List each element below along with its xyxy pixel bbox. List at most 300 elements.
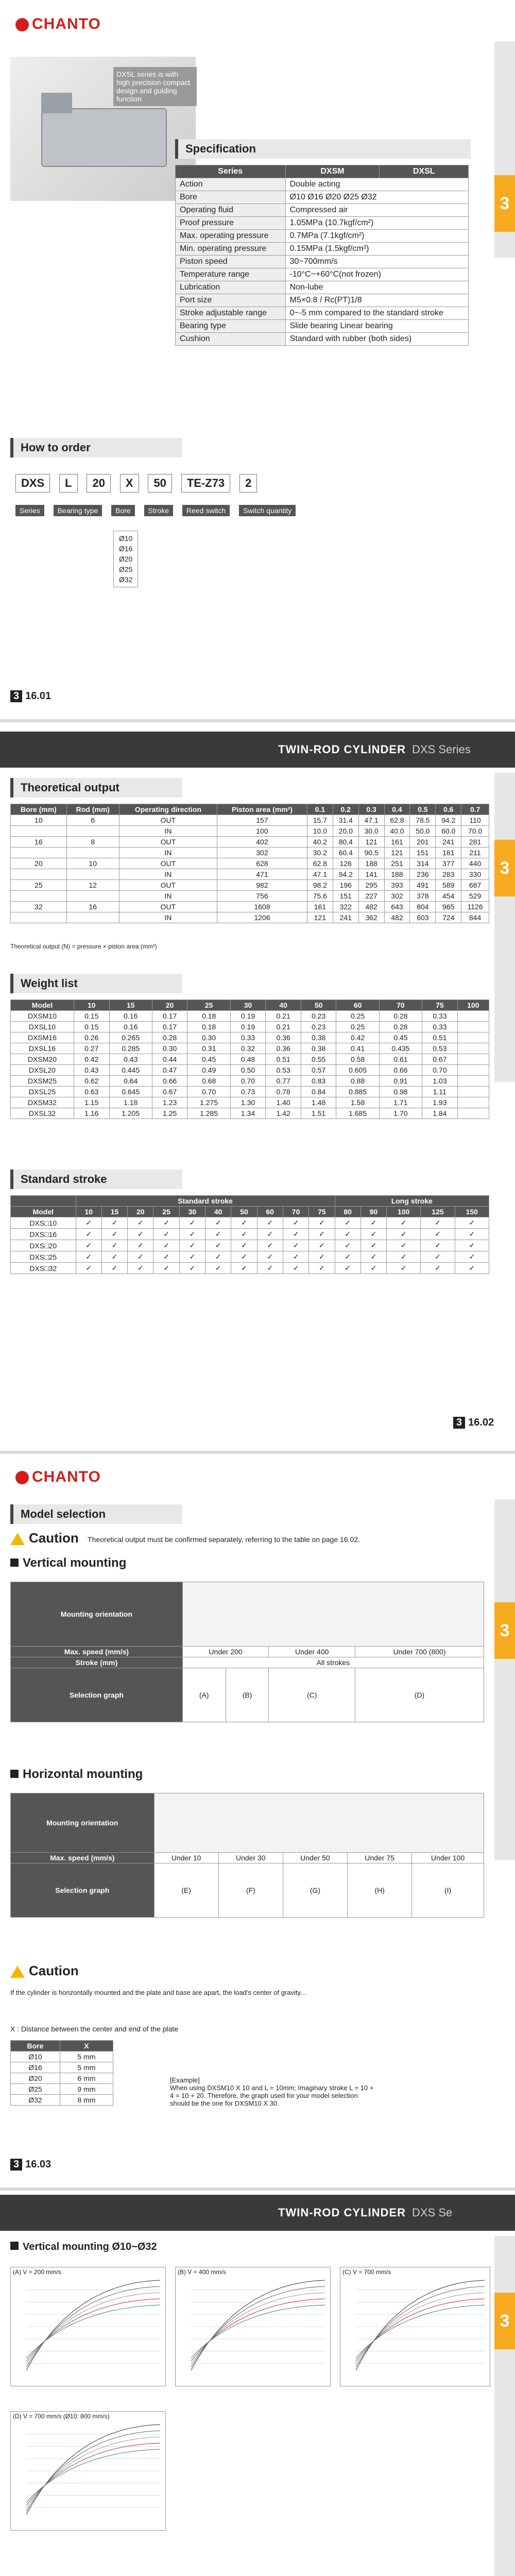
brand-logo: CHANTO [15, 1468, 101, 1486]
table-cell: 0.77 [266, 1076, 301, 1087]
table-cell [457, 1108, 489, 1119]
table-cell: DXSM20 [11, 1054, 74, 1065]
stroke-check: ✓ [179, 1251, 205, 1263]
table-row [11, 1108, 489, 1119]
stroke-check: ✓ [153, 1263, 179, 1274]
row-head: Max. speed (mm/s) [11, 1853, 154, 1863]
table-cell: 188 [384, 869, 410, 880]
table-cell: 378 [410, 891, 436, 902]
stroke-check: ✓ [76, 1263, 101, 1274]
table-cell: 9 mm [60, 2084, 113, 2095]
table-cell: 6 [66, 815, 119, 826]
curve-line [26, 2305, 160, 2358]
speed-cell: Under 700 (800) [355, 1647, 484, 1657]
spec-value: 1.05MPa (10.7kgf/cm²) [285, 217, 468, 230]
spec-row [176, 217, 469, 230]
curve-line [26, 2425, 160, 2515]
table-cell: 0.88 [336, 1076, 379, 1087]
table-row [11, 1087, 489, 1097]
spec-value: Compressed air [285, 204, 468, 217]
table-cell: 1608 [217, 902, 307, 912]
stroke-head: 10 [76, 1207, 101, 1217]
table-cell: 1.93 [422, 1097, 458, 1108]
spec-value: Non-lube [285, 281, 468, 294]
catalog-page-1 [0, 0, 515, 716]
stroke-check: ✓ [283, 1240, 308, 1251]
table-row [11, 1043, 489, 1054]
graph-title: (B) V = 400 mm/s [178, 2268, 226, 2276]
stroke-check: ✓ [76, 1251, 101, 1263]
spec-value: Double acting [285, 178, 468, 191]
table-cell: 60.0 [436, 826, 461, 837]
table-cell: 60.4 [333, 848, 358, 858]
spec-row [176, 281, 469, 294]
stroke-head: 150 [455, 1207, 489, 1217]
table-cell: Ø16 [11, 2062, 60, 2073]
table-cell: 0.57 [301, 1065, 336, 1076]
table-cell: 196 [333, 880, 358, 891]
table-cell: 110 [461, 815, 489, 826]
table-cell: 330 [461, 869, 489, 880]
table-cell: 6 mm [60, 2073, 113, 2084]
stroke-check: ✓ [421, 1217, 455, 1229]
table-row [11, 2073, 113, 2084]
stroke-check: ✓ [205, 1229, 231, 1240]
table-cell: 295 [358, 880, 384, 891]
stroke-head: 15 [101, 1207, 127, 1217]
table-cell: 0.51 [422, 1032, 458, 1043]
stroke-check: ✓ [231, 1217, 257, 1229]
table-cell: 0.30 [152, 1043, 187, 1054]
stroke-check: ✓ [455, 1240, 489, 1251]
table-row [11, 2084, 113, 2095]
spec-value: 0.7MPa (7.1kgf/cm²) [285, 230, 468, 243]
weight-head: 20 [152, 1000, 187, 1011]
table-cell: 1.25 [152, 1108, 187, 1119]
table-cell: 80.4 [333, 837, 358, 848]
spec-row [176, 178, 469, 191]
theo-head: 0.4 [384, 804, 410, 815]
stroke-check: ✓ [128, 1251, 153, 1263]
theoretical-output-title: Theoretical output [10, 778, 182, 798]
table-cell: 10 [66, 858, 119, 869]
table-cell: 100 [217, 826, 307, 837]
stroke-check: ✓ [76, 1240, 101, 1251]
stroke-model: DXS□10 [11, 1217, 76, 1229]
table-cell: OUT [119, 815, 217, 826]
weight-head: 60 [336, 1000, 379, 1011]
caution-heading-2: Caution [10, 1963, 79, 1979]
bullet-square-icon [10, 2242, 19, 2250]
table-cell: 157 [217, 815, 307, 826]
table-cell: 0.25 [336, 1022, 379, 1032]
stroke-check: ✓ [360, 1229, 386, 1240]
stroke-cell: All strokes [182, 1657, 484, 1668]
curve-line [26, 2299, 160, 2361]
page-number: 3 16.03 [10, 2159, 51, 2171]
spec-row [176, 256, 469, 268]
table-cell: 241 [436, 837, 461, 848]
mount-diagram-cell [154, 1793, 484, 1853]
table-cell: OUT [119, 902, 217, 912]
curve-line [26, 2437, 160, 2509]
table-cell: IN [119, 912, 217, 923]
speed-cell: Under 400 [269, 1647, 355, 1657]
spec-label: Lubrication [176, 281, 286, 294]
table-row [11, 1229, 489, 1240]
table-cell: 98.2 [307, 880, 333, 891]
table-cell: 0.51 [266, 1054, 301, 1065]
stroke-check: ✓ [309, 1251, 335, 1263]
stroke-head: 20 [128, 1207, 153, 1217]
order-code: 2 [239, 474, 257, 493]
table-cell: 211 [461, 848, 489, 858]
stroke-check: ✓ [283, 1229, 308, 1240]
catalog-page-3 [0, 1458, 515, 2184]
stroke-check: ✓ [153, 1229, 179, 1240]
stroke-check: ✓ [335, 1229, 360, 1240]
bore-option: Ø10 [119, 534, 133, 543]
order-code-row [15, 474, 264, 493]
table-cell: 10.0 [307, 826, 333, 837]
table-cell: 1.18 [109, 1097, 152, 1108]
table-cell: 121 [384, 848, 410, 858]
table-cell: IN [119, 826, 217, 837]
table-row [11, 1054, 489, 1065]
horizontal-selection-table [10, 1793, 484, 1918]
spec-row [176, 320, 469, 333]
theo-head: 0.7 [461, 804, 489, 815]
table-cell: 30.2 [307, 848, 333, 858]
table-cell: 965 [436, 902, 461, 912]
table-cell: 0.18 [187, 1011, 230, 1022]
stroke-check: ✓ [128, 1263, 153, 1274]
table-cell: 30.0 [358, 826, 384, 837]
table-cell: DXSL25 [11, 1087, 74, 1097]
table-row [11, 2095, 113, 2106]
selection-graph [10, 2411, 166, 2531]
spec-label: Piston speed [176, 256, 286, 268]
table-cell: 0.23 [301, 1022, 336, 1032]
table-cell: 227 [358, 891, 384, 902]
table-cell: 0.15 [74, 1022, 110, 1032]
stroke-head: Model [11, 1207, 76, 1217]
speed-cell: Under 200 [182, 1647, 269, 1657]
row-head: Mounting orientation [11, 1793, 154, 1853]
order-code: L [59, 474, 77, 493]
table-cell: 1.71 [379, 1097, 422, 1108]
table-cell: IN [119, 848, 217, 858]
stroke-head: 40 [205, 1207, 231, 1217]
table-cell: 1.84 [422, 1108, 458, 1119]
table-cell: 0.66 [379, 1065, 422, 1076]
graph-ref: (B) [226, 1668, 269, 1722]
stroke-check: ✓ [205, 1251, 231, 1263]
stroke-check: ✓ [283, 1251, 308, 1263]
vertical-mounting-title: Vertical mounting [10, 1556, 126, 1570]
stroke-check: ✓ [455, 1251, 489, 1263]
curve-line [191, 2305, 325, 2358]
sidebar-tab [494, 1499, 515, 1860]
table-cell: 844 [461, 912, 489, 923]
table-cell: 90.5 [358, 848, 384, 858]
stroke-check: ✓ [283, 1217, 308, 1229]
weight-table [10, 999, 489, 1119]
chapter-box: 3 [10, 2159, 22, 2171]
table-cell: 1.34 [230, 1108, 266, 1119]
table-cell: 12 [66, 880, 119, 891]
table-cell: 10 [11, 815, 67, 826]
curve-line [26, 2449, 160, 2502]
weight-head: 40 [266, 1000, 301, 1011]
spec-row [176, 333, 469, 346]
stroke-check: ✓ [231, 1229, 257, 1240]
table-cell: 0.36 [266, 1043, 301, 1054]
table-cell: Ø25 [11, 2084, 60, 2095]
table-cell: 47.1 [307, 869, 333, 880]
table-cell: 1.23 [152, 1097, 187, 1108]
order-code: 50 [148, 474, 171, 493]
spec-value: M5×0.8 / Rc(PT)1/8 [285, 294, 468, 307]
spec-row [176, 268, 469, 281]
table-cell: 0.33 [422, 1022, 458, 1032]
stroke-check: ✓ [335, 1217, 360, 1229]
selection-graph [340, 2267, 490, 2386]
page-banner [0, 732, 515, 768]
table-cell: 151 [410, 848, 436, 858]
page-separator [0, 1451, 515, 1454]
stroke-check: ✓ [257, 1217, 283, 1229]
table-cell: DXSL16 [11, 1043, 74, 1054]
weight-head: 75 [422, 1000, 458, 1011]
speed-cell: Under 50 [283, 1853, 347, 1863]
table-cell: 0.84 [301, 1087, 336, 1097]
table-cell: 0.285 [109, 1043, 152, 1054]
bullet-square-icon [10, 1558, 19, 1567]
page-number: 3 16.02 [453, 1417, 494, 1429]
stroke-check: ✓ [455, 1217, 489, 1229]
banner-title: TWIN-ROD CYLINDER [278, 743, 406, 756]
table-cell [457, 1011, 489, 1022]
table-cell: OUT [119, 858, 217, 869]
table-cell: 0.55 [301, 1054, 336, 1065]
table-row [11, 1076, 489, 1087]
table-cell: 94.2 [436, 815, 461, 826]
table-cell: 15.7 [307, 815, 333, 826]
mount-diagram-cell [182, 1582, 484, 1647]
table-cell [11, 869, 67, 880]
table-cell: OUT [119, 837, 217, 848]
table-cell: 151 [333, 891, 358, 902]
table-cell: Ø32 [11, 2095, 60, 2106]
table-cell: 0.45 [379, 1032, 422, 1043]
table-cell: IN [119, 891, 217, 902]
table-cell: 0.64 [109, 1076, 152, 1087]
logo-mark-icon [15, 18, 29, 31]
table-cell: 1.70 [379, 1108, 422, 1119]
order-label: Stroke [144, 505, 173, 516]
curve-line [26, 2293, 160, 2364]
stroke-check: ✓ [421, 1263, 455, 1274]
table-cell: Bore [11, 2041, 60, 2052]
table-cell: 0.19 [230, 1022, 266, 1032]
stroke-check: ✓ [231, 1251, 257, 1263]
spec-table [175, 165, 469, 346]
table-cell: 643 [384, 902, 410, 912]
stroke-check: ✓ [101, 1217, 127, 1229]
table-cell: 393 [384, 880, 410, 891]
table-cell: X [60, 2041, 113, 2052]
brand-logo: CHANTO [15, 15, 101, 33]
table-cell: 0.265 [109, 1032, 152, 1043]
table-row [11, 848, 489, 858]
curve-line [356, 2299, 485, 2361]
spec-label: Bore [176, 191, 286, 204]
stroke-check: ✓ [257, 1251, 283, 1263]
table-cell [457, 1065, 489, 1076]
table-row [11, 1240, 489, 1251]
table-row [11, 1065, 489, 1076]
table-cell: 0.435 [379, 1043, 422, 1054]
sidebar-chapter-number: 3 [494, 2293, 515, 2349]
table-cell: 0.98 [379, 1087, 422, 1097]
graph-ref: (D) [355, 1668, 484, 1722]
table-row [11, 858, 489, 869]
spec-label: Proof pressure [176, 217, 286, 230]
x-distance-table [10, 2040, 113, 2106]
stroke-check: ✓ [283, 1263, 308, 1274]
table-cell: 687 [461, 880, 489, 891]
spec-value: 30~700mm/s [285, 256, 468, 268]
row-head: Mounting orientation [11, 1582, 183, 1647]
table-cell: 1.58 [336, 1097, 379, 1108]
table-cell: 482 [384, 912, 410, 923]
table-cell: 0.33 [230, 1032, 266, 1043]
table-cell: 471 [217, 869, 307, 880]
table-cell: 0.70 [187, 1087, 230, 1097]
stroke-check: ✓ [101, 1263, 127, 1274]
table-cell: DXSL20 [11, 1065, 74, 1076]
table-cell [11, 891, 67, 902]
stroke-check: ✓ [76, 1217, 101, 1229]
graph-plot [340, 2267, 490, 2386]
weight-head: 15 [109, 1000, 152, 1011]
table-cell: 1.15 [74, 1097, 110, 1108]
horizontal-mounting-title: Horizontal mounting [10, 1767, 143, 1782]
table-cell: 0.49 [187, 1065, 230, 1076]
table-cell: OUT [119, 880, 217, 891]
spec-value: Slide bearing Linear bearing [285, 320, 468, 333]
table-cell: 0.21 [266, 1022, 301, 1032]
table-row [11, 912, 489, 923]
stroke-model: DXS□16 [11, 1229, 76, 1240]
spec-label: Action [176, 178, 286, 191]
table-cell: 121 [358, 837, 384, 848]
table-cell: 5 mm [60, 2062, 113, 2073]
spec-row [176, 294, 469, 307]
table-cell: 0.23 [301, 1011, 336, 1022]
order-label: Switch quantity [239, 505, 296, 516]
table-row [11, 815, 489, 826]
row-head: Selection graph [11, 1863, 154, 1918]
table-cell: Ø20 [11, 2073, 60, 2084]
order-code: DXS [15, 474, 50, 493]
table-cell: 491 [410, 880, 436, 891]
table-cell: 1.16 [74, 1108, 110, 1119]
table-cell [457, 1087, 489, 1097]
speed-cell: Under 75 [348, 1853, 412, 1863]
stroke-check: ✓ [421, 1229, 455, 1240]
table-cell: 16 [66, 902, 119, 912]
stroke-head: 125 [421, 1207, 455, 1217]
table-cell: 0.83 [301, 1076, 336, 1087]
table-cell: 40.0 [384, 826, 410, 837]
stroke-check: ✓ [387, 1251, 421, 1263]
stroke-long-head: Long stroke [335, 1196, 489, 1207]
table-cell: 0.26 [74, 1032, 110, 1043]
table-cell: 281 [461, 837, 489, 848]
table-cell: 0.73 [230, 1087, 266, 1097]
table-cell: 0.43 [74, 1065, 110, 1076]
table-cell: 0.17 [152, 1022, 187, 1032]
spec-label: Temperature range [176, 268, 286, 281]
stroke-check: ✓ [455, 1263, 489, 1274]
stroke-model: DXS□32 [11, 1263, 76, 1274]
graph-ref: (G) [283, 1863, 347, 1918]
stroke-check: ✓ [360, 1217, 386, 1229]
table-cell: 529 [461, 891, 489, 902]
example-box [170, 2076, 376, 2107]
table-cell: 0.67 [152, 1087, 187, 1097]
table-cell: 0.47 [152, 1065, 187, 1076]
table-cell: 20.0 [333, 826, 358, 837]
order-label: Series [15, 505, 44, 516]
table-cell: 0.50 [230, 1065, 266, 1076]
theo-head: 0.2 [333, 804, 358, 815]
curve-line [191, 2299, 325, 2361]
table-cell [457, 1054, 489, 1065]
table-cell: 0.28 [152, 1032, 187, 1043]
graph-ref: (A) [182, 1668, 226, 1722]
table-cell: DXSL10 [11, 1022, 74, 1032]
chapter-box: 3 [10, 690, 22, 702]
table-cell: 1.11 [422, 1087, 458, 1097]
order-label: Bore [111, 505, 135, 516]
speed-cell: Under 10 [154, 1853, 218, 1863]
catalog-page-2 [0, 726, 515, 1448]
sidebar-tab [494, 2236, 515, 2576]
stroke-check: ✓ [335, 1240, 360, 1251]
spec-label: Min. operating pressure [176, 243, 286, 256]
graph-ref: (E) [154, 1863, 218, 1918]
stroke-check: ✓ [179, 1217, 205, 1229]
catalog-page-4 [0, 2195, 515, 2576]
chapter-box: 3 [453, 1417, 465, 1429]
table-row [11, 1217, 489, 1229]
vertical-selection-table [10, 1582, 484, 1722]
stroke-table [10, 1195, 489, 1274]
table-cell: 0.42 [336, 1032, 379, 1043]
weight-head: 100 [457, 1000, 489, 1011]
vertical-graph-title: Vertical mounting Ø10~Ø32 [10, 2241, 157, 2253]
table-cell: 75.6 [307, 891, 333, 902]
stroke-head: 80 [335, 1207, 360, 1217]
table-cell: 8 mm [60, 2095, 113, 2106]
weight-head: 70 [379, 1000, 422, 1011]
table-cell: 454 [436, 891, 461, 902]
table-cell: 1.48 [301, 1097, 336, 1108]
theo-head: 0.3 [358, 804, 384, 815]
